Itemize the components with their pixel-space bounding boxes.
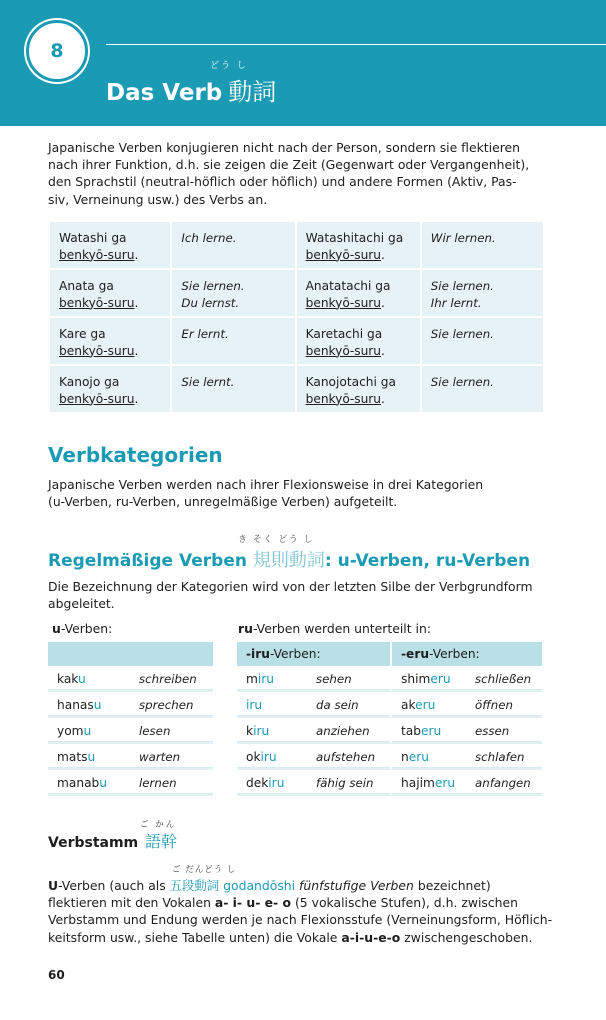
regular-verbs-paragraph [48, 578, 533, 612]
verb-stem: ok [246, 750, 261, 764]
verb-ending: iru [257, 672, 274, 686]
verb-stem: kak [57, 672, 78, 686]
table-row [50, 366, 543, 412]
verb-ending: u [99, 776, 108, 790]
table-cell [172, 318, 294, 364]
iru-header: -iru-Verben: [237, 642, 390, 666]
pronoun-text: Kanojotachi ga [305, 375, 396, 389]
label-text: -Verben werden unterteilt in: [252, 621, 432, 636]
table-header-row [48, 642, 213, 666]
verb-stem: dek [246, 776, 269, 790]
verb-ending: eru [420, 724, 442, 738]
section-heading-verbkategorien: Verbkategorien [48, 443, 223, 467]
verb-ending: u [93, 698, 102, 712]
translation-text: Ihr lernt. [430, 295, 482, 310]
paragraph-line: keitsform usw., siehe Tabelle unten) die Vokale a-i-u-e-o zwischengeschoben. [48, 929, 533, 945]
heading-text: : u-Verben, ru-Verben [324, 551, 531, 571]
label-text: -Verben: [60, 621, 113, 636]
translation-text: Sie lernen. [181, 279, 245, 293]
verb-ending: u [87, 750, 96, 764]
verb-stem: n [401, 750, 409, 764]
intro-paragraph [48, 139, 568, 208]
table-row [48, 720, 213, 744]
chapter-number: 8 [50, 40, 64, 62]
table-row [50, 270, 543, 316]
label-bold: ru [238, 621, 253, 636]
table-row [48, 746, 213, 770]
table-cell: Kanojotachi ga benkyō-suru. [297, 366, 420, 412]
table-cell [172, 366, 294, 412]
ru-verbs-label [238, 621, 431, 636]
table-row [50, 318, 543, 364]
heading-text: Verbstamm [48, 835, 139, 851]
verb-ending: iru [246, 698, 263, 712]
intro-line: siv, Verneinung usw.) des Verbs an. [48, 191, 268, 207]
translation-text: sprechen [130, 694, 213, 718]
translation-text: öffnen [466, 694, 542, 718]
verb-ending: eru [408, 750, 429, 764]
verb-text: benkyō-suru [305, 391, 382, 406]
verb-text: benkyō-suru [59, 247, 135, 262]
table-row [237, 694, 542, 718]
verb-text: benkyō-suru [59, 391, 135, 406]
verb-ending: iru [253, 724, 270, 738]
verb-ending: iru [260, 750, 277, 764]
paragraph-line: (u-Verben, ru-Verben, unregelmäßige Verben) aufgeteilt. [48, 494, 398, 510]
chapter-number-badge [26, 20, 88, 82]
translation-text: Sie lernen. [430, 279, 494, 293]
translation-text: Wir lernen. [430, 231, 496, 245]
u-verbs-table [48, 640, 213, 798]
table-row [237, 772, 542, 796]
verbstamm-furigana: ご かん [140, 820, 177, 830]
section-heading-verbstamm [48, 829, 177, 852]
translation-text: Du lernst. [181, 295, 240, 310]
heading-kanji: 規則動詞 [252, 550, 325, 571]
translation-text: Sie lernen. [430, 375, 494, 389]
table-header-row [237, 642, 542, 666]
verb-stem: shim [401, 672, 431, 686]
table-cell: Anata ga benkyō-suru. [50, 270, 170, 316]
pronoun-text: Karetachi ga [305, 327, 383, 341]
verb-ending: u [78, 672, 86, 686]
intro-line: den Sprachstil (neutral-höflich oder höflich) und andere Formen (Aktiv, Pas- [48, 174, 517, 190]
pronoun-text: Kare ga [59, 327, 106, 341]
verb-stem: tab [401, 724, 421, 738]
table-cell [172, 222, 294, 268]
page-title-kanji: 動詞 [228, 78, 277, 106]
table-cell [172, 270, 294, 316]
verb-ending: u [83, 724, 92, 738]
translation-text: essen [466, 720, 542, 744]
label-bold: u [52, 621, 61, 636]
translation-text: aufstehen [307, 746, 390, 770]
verb-ending: eru [434, 776, 456, 790]
paragraph-line: Japanische Verben werden nach ihrer Flexionsweise in drei Kategorien [48, 477, 484, 492]
verbkategorien-paragraph [48, 476, 483, 510]
table-row [50, 222, 543, 268]
translation-text: warten [130, 746, 213, 770]
translation-text: Sie lernen. [430, 327, 494, 341]
verb-ending: eru [430, 672, 451, 686]
paragraph-line: Die Bezeichnung der Kategorien wird von der letzten Silbe der Verbgrundform [48, 579, 533, 594]
u-verbs-label [52, 621, 112, 636]
table-cell: Kanojo ga benkyō-suru. [50, 366, 170, 412]
table-row [48, 694, 213, 718]
verb-stem: yom [57, 724, 84, 738]
table-row [237, 720, 542, 744]
pronoun-text: Anatatachi ga [305, 279, 391, 293]
verb-stem: mats [57, 750, 88, 764]
chapter-header [0, 0, 606, 126]
verb-stem: hanas [57, 698, 94, 712]
paragraph-line: flektieren mit den Vokalen a- i- u- e- o (5 vokalische Stufen), d.h. zwischen [48, 895, 518, 911]
intro-line: Japanische Verben konjugieren nicht nach der Person, sondern sie flektieren [48, 140, 520, 155]
translation-text: da sein [307, 694, 390, 718]
paragraph-line: U-Verben (auch als 五段動詞 godandōshi fünfstufige Verben bezeichnet) [48, 878, 491, 893]
paragraph-line: Verbstamm und Endung werden je nach Flexionsstufe (Verneinungsform, Höflich- [48, 912, 553, 928]
pronoun-text: Watashitachi ga [305, 231, 404, 245]
godandoshi-romaji: godandōshi [219, 878, 300, 893]
regular-verbs-furigana: き そく どう し [238, 535, 315, 545]
table-cell: Watashi ga benkyō-suru. [50, 222, 170, 268]
translation-text: lernen [130, 772, 213, 796]
table-row [237, 668, 542, 692]
translation-text: lesen [130, 720, 213, 744]
header-divider [106, 44, 606, 45]
translation-text: schreiben [130, 668, 213, 692]
verb-stem: manab [57, 776, 100, 790]
translation-text: sehen [307, 668, 390, 692]
pronoun-text: Kanojo ga [59, 375, 120, 389]
page-number: 60 [48, 968, 65, 982]
heading-text: Regelmäßige Verben [48, 551, 253, 571]
page-title-text: Das Verb [106, 80, 223, 106]
translation-text: schlafen [466, 746, 542, 770]
title-furigana: どう し [210, 61, 248, 71]
table-row [237, 746, 542, 770]
heading-kanji: 語幹 [145, 832, 178, 851]
table-cell [422, 270, 543, 316]
translation-text: Er lernt. [181, 327, 229, 341]
pronoun-text: Watashi ga [59, 231, 127, 245]
table-cell [422, 222, 543, 268]
verb-stem: hajim [401, 776, 435, 790]
verbstamm-paragraph [48, 877, 568, 946]
verb-ending: iru [268, 776, 285, 790]
pronoun-text: Anata ga [59, 279, 114, 293]
pronoun-conjugation-table [48, 220, 545, 414]
verb-ending: eru [415, 698, 436, 712]
paragraph-line: abgeleitet. [48, 596, 115, 612]
verb-text: benkyō-suru [305, 295, 382, 310]
section-heading-regular-verbs [48, 546, 530, 572]
verb-text: benkyō-suru [59, 295, 135, 310]
verb-text: benkyō-suru [59, 343, 135, 358]
translation-text: Sie lernt. [181, 375, 235, 389]
table-cell [422, 318, 543, 364]
translation-text: anziehen [307, 720, 390, 744]
verb-text: benkyō-suru [305, 343, 382, 358]
table-cell: Watashitachi ga benkyō-suru. [297, 222, 420, 268]
page-title [106, 72, 276, 107]
table-cell: Karetachi ga benkyō-suru. [297, 318, 420, 364]
godandoshi-kanji: 五段動詞 [169, 878, 220, 893]
translation-text: anfangen [466, 772, 542, 796]
verb-stem: m [246, 672, 258, 686]
translation-text: schließen [466, 668, 542, 692]
table-cell: Anatatachi ga benkyō-suru. [297, 270, 420, 316]
verb-stem: ak [401, 698, 416, 712]
table-cell [422, 366, 543, 412]
verb-stem: k [246, 724, 254, 738]
godandoshi-furigana: ご だんどう し [172, 865, 237, 875]
translation-text: fähig sein [307, 772, 390, 796]
intro-line: nach ihrer Funktion, d.h. sie zeigen die Zeit (Gegenwart oder Vergangenheit), [48, 157, 530, 173]
verb-text: benkyō-suru [305, 247, 382, 262]
table-row [48, 668, 213, 692]
ru-verbs-table [237, 640, 542, 798]
table-cell: Kare ga benkyō-suru. [50, 318, 170, 364]
translation-text: Ich lerne. [181, 231, 237, 245]
table-row [48, 772, 213, 796]
eru-header: -eru-Verben: [390, 642, 542, 666]
